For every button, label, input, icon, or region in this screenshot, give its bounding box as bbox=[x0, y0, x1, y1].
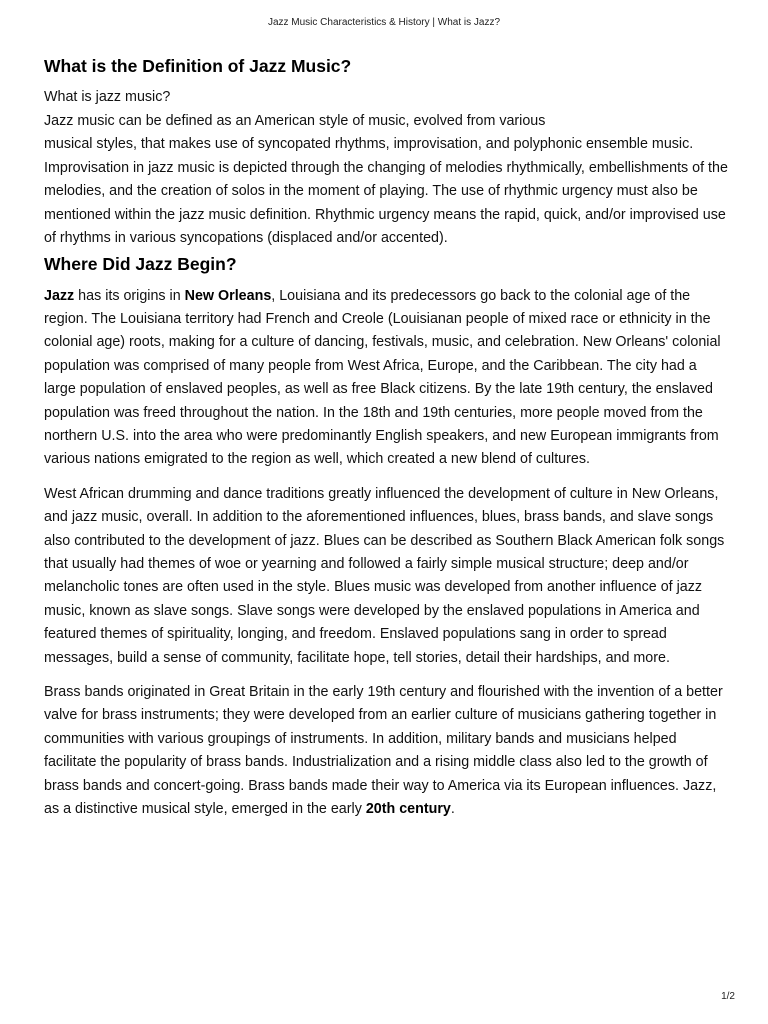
bold-20th-century: 20th century bbox=[365, 801, 451, 818]
definition-question: What is jazz music? bbox=[44, 89, 171, 105]
page-header-title: Jazz Music Characteristics & History | What is Jazz? bbox=[267, 17, 501, 28]
origins-p1-text-2: , Louisiana and its predecessors go back to the colonial age of the region. The Louisiana territory had French and Creole (Louisianan people of mixed race or ethnicity in the colonial age) roots, making for a culture of dancing, festivals, music, and celebration. New Orleans' colonial population was comprised of many people from West Africa, Europe, and the Caribbean. The city had a large population of enslaved peoples, as well as free Black citizens. By the late 19th century, the enslaved population was freed throughout the nation. In the 18th and 19th centuries, more people moved from the northern U.S. into the area who were predominantly English speakers, and new European immigrants from various nations emigrated to the region as well, which created a new blend of cultures. bbox=[44, 287, 721, 468]
origins-p1-text-1: has its origins in bbox=[74, 287, 185, 304]
definition-line-2: musical styles, that makes use of syncopated rhythms, improvisation, and polyphonic ensemble music. Improvisation in jazz music is depicted through the changing of melodies rhythmically, embellishments of the melodies, and the creation of solos in the moment of playing. The use of rhythmic urgency must also be mentioned within the jazz music definition. Rhythmic urgency means the rapid, quick, and/or improvised use of rhythms in various syncopations (displaced and/or accented). bbox=[44, 136, 728, 246]
origins-paragraph-3 bbox=[44, 681, 728, 821]
page-number: 1/2 bbox=[721, 991, 735, 1002]
origins-p3-text-2: . bbox=[450, 801, 455, 818]
origins-p3-text-1: Brass bands originated in Great Britain in the early 19th century and flourished with the invention of a better valve for brass instruments; they were developed from an earlier culture of musicians gathering together in communities with various groupings of instruments. In addition, military bands and musicians helped facilitate the popularity of brass bands. Industrialization and a rising middle class also led to the growth of brass bands and concert-going. Brass bands made their way to America via its European influences. Jazz, as a distinctive musical style, emerged in the early bbox=[44, 684, 723, 818]
origins-paragraph-1 bbox=[44, 285, 728, 472]
origins-heading: Where Did Jazz Begin? bbox=[44, 253, 237, 274]
origins-paragraph-2: West African drumming and dance traditions greatly influenced the development of culture in New Orleans, and jazz music, overall. In addition to the aforementioned influences, blues, brass bands, and slave songs also contributed to the development of jazz. Blues can be described as Southern Black American folk songs that usually had themes of woe or yearning and followed a fairly simple musical structure; deep and/or melancholic tones are often used in the style. Blues music was developed from another influence of jazz music, known as slave songs. Slave songs were developed by the enslaved populations in America and featured themes of spirituality, longing, and freedom. Enslaved populations sang in order to spread messages, build a sense of community, facilitate hope, tell stories, detail their hardships, and more. bbox=[44, 485, 725, 666]
bold-new-orleans: New Orleans bbox=[184, 287, 272, 304]
bold-jazz: Jazz bbox=[44, 287, 75, 304]
definition-heading: What is the Definition of Jazz Music? bbox=[44, 56, 352, 76]
definition-line-1: Jazz music can be defined as an American style of music, evolved from various bbox=[44, 112, 546, 129]
article-content bbox=[44, 56, 728, 832]
